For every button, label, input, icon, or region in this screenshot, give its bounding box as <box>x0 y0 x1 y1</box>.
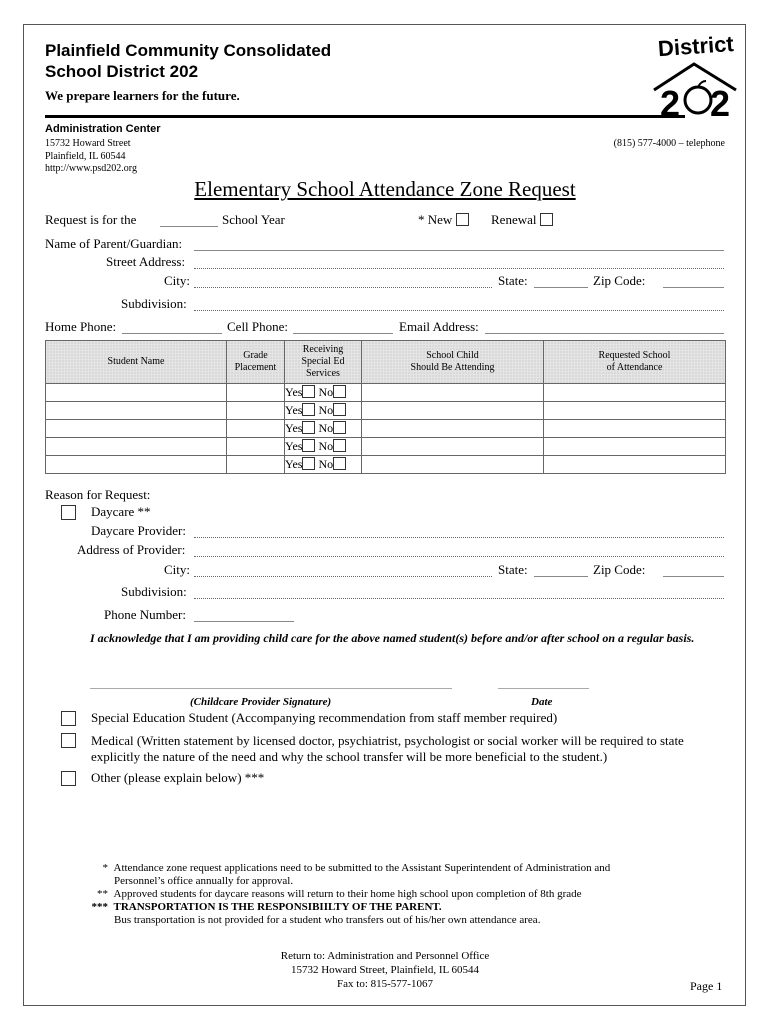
provider-city-label: City: <box>164 562 191 577</box>
yes-checkbox[interactable] <box>302 439 315 452</box>
student-table <box>45 340 726 474</box>
special-ed-cell: Yes No <box>285 438 362 456</box>
header-grade: Grade Placement <box>227 341 285 384</box>
provider-label: Daycare Provider: <box>91 523 186 538</box>
medical-checkbox[interactable] <box>61 733 76 748</box>
parent-input[interactable] <box>194 250 724 251</box>
header-requested-school: Requested School of Attendance <box>544 341 726 384</box>
signature-line[interactable] <box>90 688 452 689</box>
table-row <box>46 456 726 474</box>
form-title: Elementary School Attendance Zone Request <box>194 177 576 201</box>
school-attending-cell[interactable] <box>362 384 544 402</box>
provider-phone-label: Phone Number: <box>104 607 186 622</box>
yes-checkbox[interactable] <box>302 457 315 470</box>
email-input[interactable] <box>485 333 724 334</box>
telephone: (815) 577-4000 – telephone <box>613 138 725 149</box>
student-name-cell[interactable] <box>46 402 227 420</box>
district-logo <box>650 28 740 120</box>
tagline: We prepare learners for the future. <box>45 88 240 103</box>
signature-label: (Childcare Provider Signature) <box>190 696 332 708</box>
special-ed-label: Special Education Student (Accompanying recommendation from staff member required) <box>91 710 558 725</box>
yes-checkbox[interactable] <box>302 403 315 416</box>
new-checkbox[interactable] <box>456 213 469 226</box>
city-input[interactable] <box>194 287 492 288</box>
logo-number-left: 2 <box>660 83 681 120</box>
student-name-cell[interactable] <box>46 420 227 438</box>
zip-input[interactable] <box>663 287 724 288</box>
no-checkbox[interactable] <box>333 421 346 434</box>
grade-cell[interactable] <box>227 384 285 402</box>
admin-center-title: Administration Center <box>45 123 161 135</box>
home-phone-input[interactable] <box>122 333 222 334</box>
header-rule <box>45 115 685 118</box>
other-checkbox[interactable] <box>61 771 76 786</box>
provider-zip-input[interactable] <box>663 576 724 577</box>
school-year-input[interactable] <box>160 226 218 227</box>
table-row <box>46 420 726 438</box>
state-label: State: <box>498 273 528 288</box>
header-school-attending: School Child Should Be Attending <box>362 341 544 384</box>
daycare-label: Daycare ** <box>91 504 151 519</box>
provider-zip-label: Zip Code: <box>593 562 646 577</box>
date-line[interactable] <box>498 688 589 689</box>
reason-title: Reason for Request: <box>45 487 151 502</box>
parent-label: Name of Parent/Guardian: <box>45 236 183 251</box>
subdivision-input[interactable] <box>194 310 724 311</box>
apple-icon <box>685 87 711 113</box>
acknowledgement-text: I acknowledge that I am providing child care for the above named student(s) before and/or after school on a regular basis. <box>90 631 695 645</box>
date-label: Date <box>531 696 553 708</box>
provider-input[interactable] <box>194 537 724 538</box>
special-ed-cell: Yes No <box>285 456 362 474</box>
no-checkbox[interactable] <box>333 385 346 398</box>
header-special-ed: Receiving Special Ed Services <box>285 341 362 384</box>
admin-address: 15732 Howard Street Plainfield, IL 60544 http://www.psd202.org <box>45 138 137 174</box>
no-checkbox[interactable] <box>333 439 346 452</box>
city-label: City: <box>164 273 191 288</box>
school-attending-cell[interactable] <box>362 456 544 474</box>
special-ed-cell: Yes No <box>285 384 362 402</box>
grade-cell[interactable] <box>227 456 285 474</box>
state-input[interactable] <box>534 287 588 288</box>
school-attending-cell[interactable] <box>362 420 544 438</box>
requested-school-cell[interactable] <box>544 438 726 456</box>
special-ed-cell: Yes No <box>285 420 362 438</box>
provider-state-input[interactable] <box>534 576 588 577</box>
yes-checkbox[interactable] <box>302 385 315 398</box>
school-attending-cell[interactable] <box>362 402 544 420</box>
table-header-row <box>46 341 726 384</box>
provider-subdivision-input[interactable] <box>194 598 724 599</box>
email-label: Email Address: <box>399 319 479 334</box>
renewal-option[interactable]: Renewal <box>491 212 553 228</box>
logo-number-right: 2 <box>710 83 731 120</box>
requested-school-cell[interactable] <box>544 456 726 474</box>
return-info: Return to: Administration and Personnel Office 15732 Howard Street, Plainfield, IL 60544 Fax to: 815-577-1067 <box>280 950 490 990</box>
street-input[interactable] <box>194 268 724 269</box>
provider-address-label: Address of Provider: <box>77 542 186 557</box>
renewal-checkbox[interactable] <box>540 213 553 226</box>
subdivision-label: Subdivision: <box>121 296 187 311</box>
student-name-cell[interactable] <box>46 456 227 474</box>
cell-phone-input[interactable] <box>293 333 393 334</box>
home-phone-label: Home Phone: <box>45 319 117 334</box>
grade-cell[interactable] <box>227 402 285 420</box>
yes-checkbox[interactable] <box>302 421 315 434</box>
student-name-cell[interactable] <box>46 438 227 456</box>
no-checkbox[interactable] <box>333 403 346 416</box>
table-row <box>46 402 726 420</box>
provider-state-label: State: <box>498 562 528 577</box>
requested-school-cell[interactable] <box>544 384 726 402</box>
no-checkbox[interactable] <box>333 457 346 470</box>
provider-address-input[interactable] <box>194 556 724 557</box>
page-number: Page 1 <box>690 979 723 993</box>
grade-cell[interactable] <box>227 438 285 456</box>
provider-city-input[interactable] <box>194 576 492 577</box>
school-attending-cell[interactable] <box>362 438 544 456</box>
cell-phone-label: Cell Phone: <box>227 319 289 334</box>
street-label: Street Address: <box>106 254 186 269</box>
provider-subdivision-label: Subdivision: <box>121 584 187 599</box>
special-ed-cell: Yes No <box>285 402 362 420</box>
zip-label: Zip Code: <box>593 273 646 288</box>
other-label: Other (please explain below) *** <box>91 770 265 785</box>
request-for-label: Request is for the <box>45 212 137 227</box>
special-ed-checkbox[interactable] <box>61 711 76 726</box>
requested-school-cell[interactable] <box>544 402 726 420</box>
header-student-name: Student Name <box>46 341 227 384</box>
medical-label: Medical (Written statement by licensed doctor, psychiatrist, psychologist or social worker will be required to state explicitly the nature of the need and why the school transfer will be more beneficial to the student.) <box>91 733 684 764</box>
table-row <box>46 384 726 402</box>
new-option[interactable]: * New <box>418 212 469 228</box>
requested-school-cell[interactable] <box>544 420 726 438</box>
grade-cell[interactable] <box>227 420 285 438</box>
student-name-cell[interactable] <box>46 384 227 402</box>
table-row <box>46 438 726 456</box>
org-name: Plainfield Community Consolidated School District 202 <box>45 41 332 81</box>
provider-phone-input[interactable] <box>194 621 294 622</box>
footnotes: * Attendance zone request applications need to be submitted to the Assistant Superintendent of Administration and Personnel’s office annually for approval. ** Approved students for daycare reasons will return to their home high school upon completion of 8th grade *** TRANSPORTATION IS THE RESPONSIBIILTY OF THE PARENT. Bus transportation is not provided for a student who transfers out of his/her own attendance area. <box>91 862 611 926</box>
school-year-label: School Year <box>222 212 285 227</box>
daycare-checkbox[interactable] <box>61 505 76 520</box>
logo-word: District <box>657 30 735 62</box>
